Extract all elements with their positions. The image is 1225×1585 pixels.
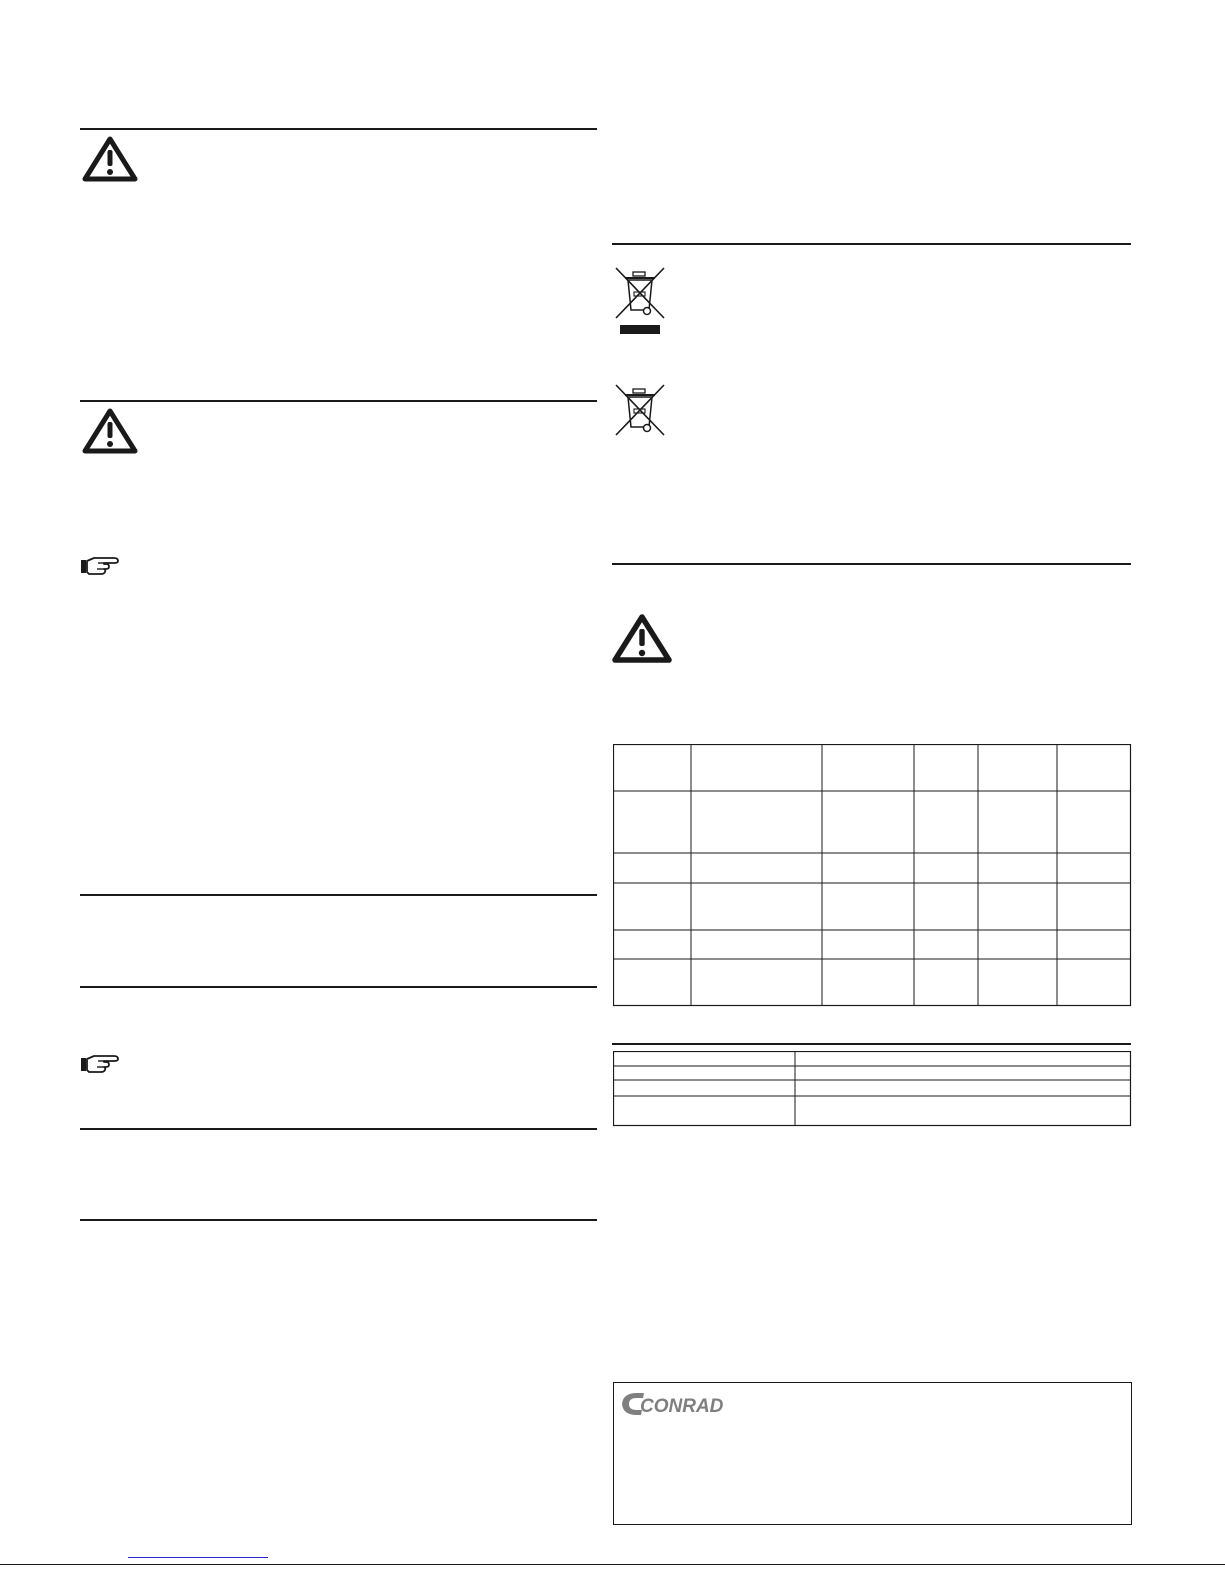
logo-wordmark: CONRAD: [640, 1396, 724, 1417]
warning-triangle-icon: [612, 614, 672, 664]
section-divider: [612, 1043, 1131, 1045]
section-divider: [80, 400, 597, 402]
warning-triangle-icon: [82, 408, 138, 454]
pointing-hand-icon: [80, 1053, 120, 1075]
warning-triangle-icon: [82, 136, 138, 182]
footer-link-underline[interactable]: [128, 1557, 268, 1558]
specification-table: [613, 744, 1132, 1007]
technical-data-table: [613, 1051, 1132, 1127]
section-divider: [612, 243, 1131, 245]
conrad-logo: [619, 1390, 729, 1418]
section-divider: [80, 128, 597, 130]
crossed-out-wheelie-bin-icon: [614, 266, 666, 336]
section-divider: [612, 563, 1131, 565]
section-divider: [80, 1128, 597, 1130]
crossed-out-wheelie-bin-icon: [614, 383, 666, 437]
section-divider: [80, 1219, 597, 1221]
section-divider: [80, 986, 597, 988]
section-divider: [80, 894, 597, 896]
footer-rule: [0, 1564, 1225, 1565]
pointing-hand-icon: [80, 555, 120, 577]
